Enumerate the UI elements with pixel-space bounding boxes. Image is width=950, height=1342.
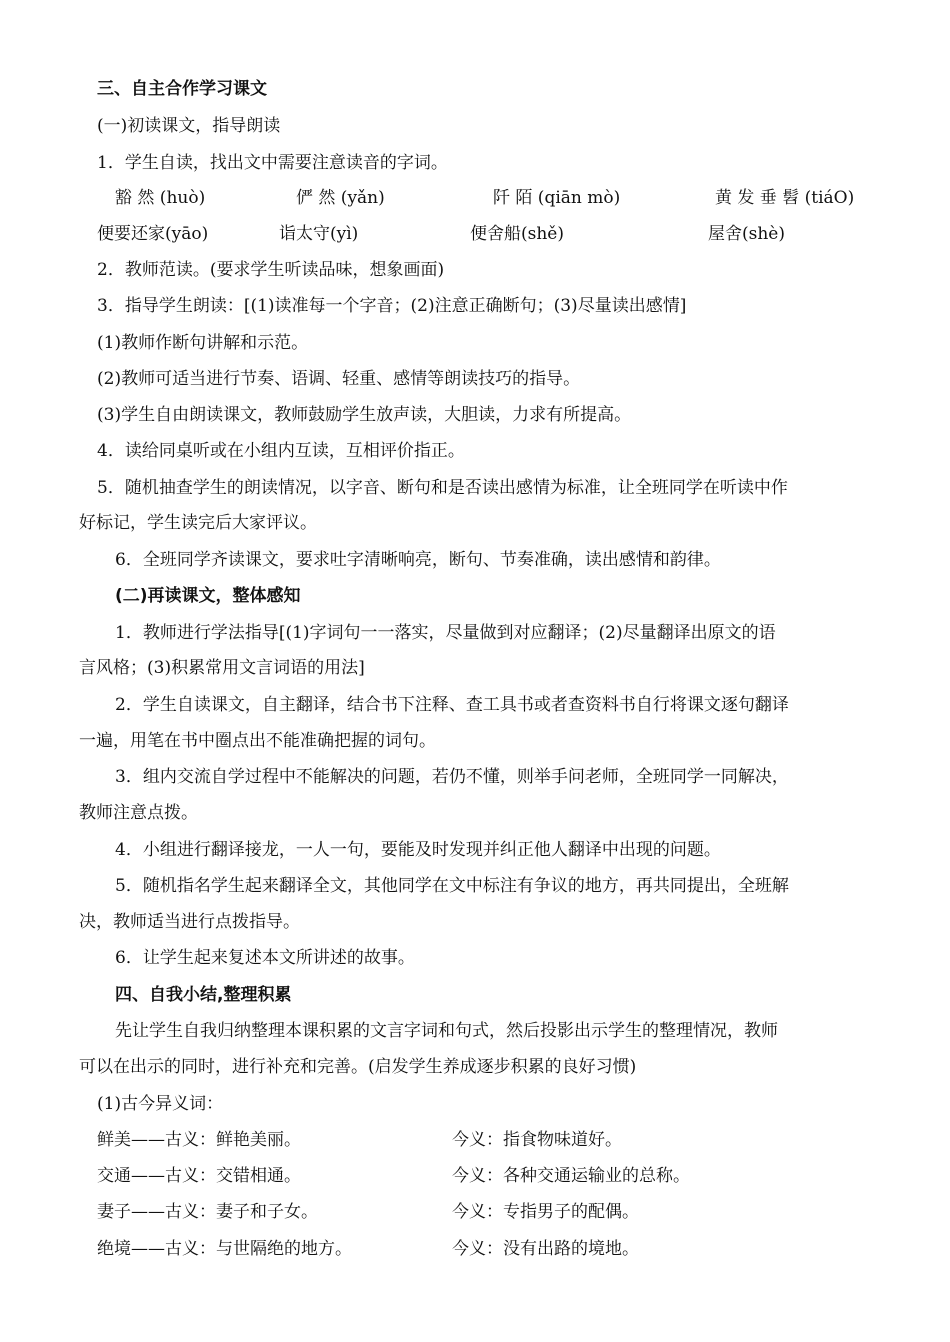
section-4-heading: 四、自我小结,整理积累 xyxy=(115,985,292,1005)
ancient-meaning: 鲜美——古义：鲜艳美丽。 xyxy=(97,1130,301,1150)
paragraph: 6．让学生起来复述本文所讲述的故事。 xyxy=(115,948,415,968)
pronunciation-word: 黄 发 垂 髫 (tiáO) xyxy=(715,188,855,208)
paragraph: 3．组内交流自学过程中不能解决的问题，若仍不懂，则举手问老师，全班同学一同解决， xyxy=(115,767,789,787)
modern-meaning: 今义：指食物味道好。 xyxy=(452,1130,622,1150)
modern-meaning: 今义：各种交通运输业的总称。 xyxy=(452,1166,690,1186)
pronunciation-word: 阡 陌 (qiān mò) xyxy=(493,188,621,208)
paragraph: 教师注意点拨。 xyxy=(79,803,198,823)
modern-meaning: 今义：没有出路的境地。 xyxy=(452,1239,639,1259)
paragraph: 4．读给同桌听或在小组内互读，互相评价指正。 xyxy=(97,441,465,461)
pronunciation-word: 便要还家(yāo) xyxy=(97,224,209,244)
paragraph: (2)教师可适当进行节奏、语调、轻重、感情等朗读技巧的指导。 xyxy=(97,369,581,389)
ancient-meaning: 绝境——古义：与世隔绝的地方。 xyxy=(97,1239,352,1259)
paragraph: 决，教师适当进行点拨指导。 xyxy=(79,912,300,932)
subsection-2-heading: (二)再读课文，整体感知 xyxy=(115,586,301,606)
paragraph: 2．教师范读。(要求学生听读品味，想象画面) xyxy=(97,260,445,280)
paragraph: 6．全班同学齐读课文，要求吐字清晰响亮，断句、节奏准确，读出感情和韵律。 xyxy=(115,550,721,570)
paragraph: 一遍，用笔在书中圈点出不能准确把握的词句。 xyxy=(79,731,436,751)
paragraph: 5．随机抽查学生的朗读情况，以字音、断句和是否读出感情为标准，让全班同学在听读中作 xyxy=(97,478,788,498)
paragraph: 先让学生自我归纳整理本课积累的文言字词和句式，然后投影出示学生的整理情况，教师 xyxy=(115,1021,778,1041)
paragraph: 1．教师进行学法指导[(1)字词句一一落实，尽量做到对应翻译；(2)尽量翻译出原文的语 xyxy=(115,623,776,643)
paragraph: 可以在出示的同时，进行补充和完善。(启发学生养成逐步积累的良好习惯) xyxy=(79,1057,637,1077)
pronunciation-word: 便舍船(shě) xyxy=(470,224,564,244)
paragraph: 好标记，学生读完后大家评议。 xyxy=(79,513,317,533)
section-3-heading: 三、自主合作学习课文 xyxy=(97,79,267,99)
modern-meaning: 今义：专指男子的配偶。 xyxy=(452,1202,639,1222)
word-meaning-row xyxy=(0,1128,950,1152)
paragraph: 4．小组进行翻译接龙，一人一句，要能及时发现并纠正他人翻译中出现的问题。 xyxy=(115,840,721,860)
ancient-meaning: 交通——古义：交错相通。 xyxy=(97,1166,301,1186)
paragraph: 2．学生自读课文，自主翻译，结合书下注释、查工具书或者查资料书自行将课文逐句翻译 xyxy=(115,695,789,715)
pronunciation-word: 豁 然 (huò) xyxy=(115,188,206,208)
list-heading: (1)古今异义词： xyxy=(97,1094,224,1114)
pronunciation-row xyxy=(0,222,950,246)
subsection-1-heading: (一)初读课文，指导朗读 xyxy=(97,116,281,136)
pronunciation-word: 俨 然 (yǎn) xyxy=(296,188,385,208)
paragraph: 1．学生自读，找出文中需要注意读音的字词。 xyxy=(97,153,448,173)
paragraph: (1)教师作断句讲解和示范。 xyxy=(97,333,309,353)
word-meaning-row xyxy=(0,1200,950,1224)
word-meaning-row xyxy=(0,1164,950,1188)
paragraph: 5．随机指名学生起来翻译全文，其他同学在文中标注有争议的地方，再共同提出，全班解 xyxy=(115,876,789,896)
paragraph: 言风格；(3)积累常用文言词语的用法] xyxy=(79,658,365,678)
pronunciation-word: 屋舍(shè) xyxy=(708,224,785,244)
pronunciation-row xyxy=(0,186,950,210)
pronunciation-word: 诣太守(yì) xyxy=(279,224,359,244)
word-meaning-row xyxy=(0,1237,950,1261)
paragraph: 3．指导学生朗读：[(1)读准每一个字音；(2)注意正确断句；(3)尽量读出感情] xyxy=(97,296,687,316)
paragraph: (3)学生自由朗读课文，教师鼓励学生放声读，大胆读，力求有所提高。 xyxy=(97,405,632,425)
ancient-meaning: 妻子——古义：妻子和子女。 xyxy=(97,1202,318,1222)
